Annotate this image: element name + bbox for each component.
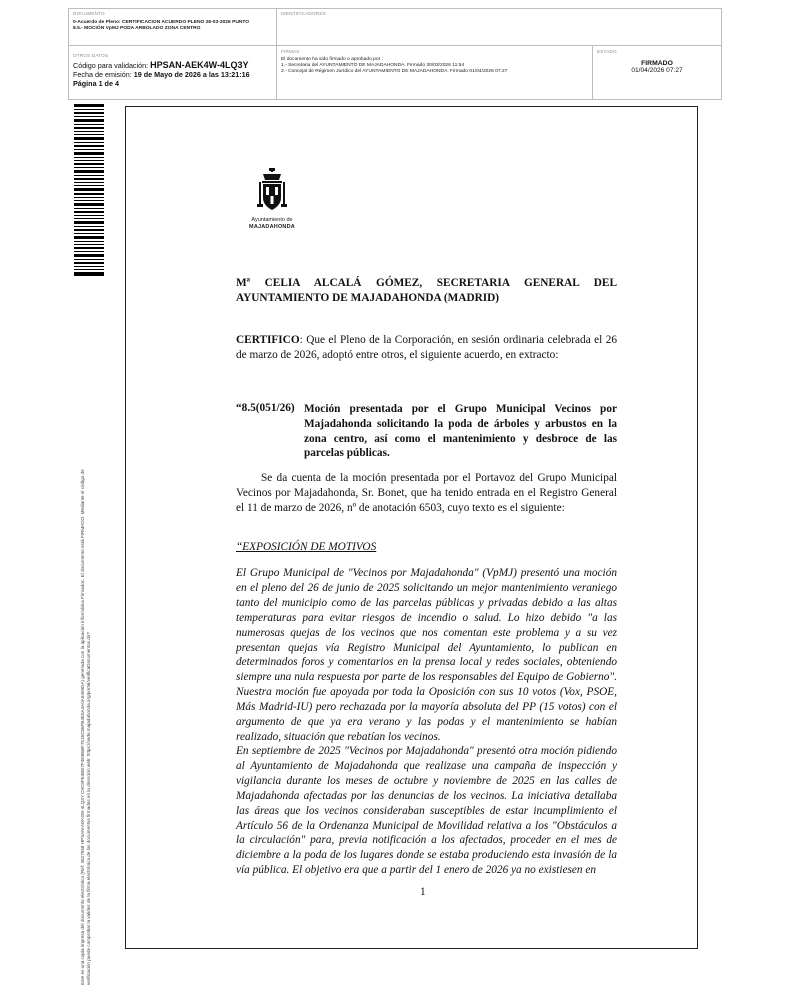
side-text-line: verificación puede comprobar la validez de la firma electrónica de los documentos firmados en la dirección web: https://sede.majadahonda.org/portal/verificaDocumentos.do?	[85, 632, 91, 985]
documento-line: 8.5.- MOCIÓN VpMJ PODA ARBOLADO ZONA CENTRO	[73, 26, 201, 31]
page-count: Página 1 de 4	[73, 79, 119, 88]
otros-datos-cell	[69, 51, 276, 90]
logo-line: MAJADAHONDA	[249, 224, 295, 230]
otros-datos-caption: OTROS DATOS	[73, 53, 109, 58]
verification-side-text	[80, 295, 91, 985]
firma-entry: 1.- Secretaria del AYUNTAMIENTO DE MAJADAHONDA. Firmado 30/03/2026 11:54	[281, 63, 465, 68]
side-text-line: Este es una copia impresa del documento electrónico (Ref: 4627558 HPSAN-AEK4W-4LQ3Y C9C9FE4BE7F4EB6BF7516C86FB4E5A4A0A5459DA) generada con la aplicación informática Firmadoc. El documento está FIRMADO. Mediante el código de	[80, 469, 85, 985]
exposicion-heading: “EXPOSICIÓN DE MOTIVOS	[236, 541, 377, 553]
logo-line: Ayuntamiento de	[251, 217, 293, 223]
body-paragraph: El Grupo Municipal de "Vecinos por Majadahonda" (VpMJ) presentó una moción en el pleno del 26 de junio de 2025 solicitando un mejor mantenimiento veraniego tanto del municipio como de las parcelas públicas y privadas debido a las altas temperaturas para evitar riesgos de incendio o salud. Lo hizo debido "a las numerosas quejas de los vecinos que nos comentan este problema y a su vez presentan quejas vía Registro Municipal del Ayuntamiento, lo publican en determinados foros y comentarios en la prensa local y redes sociales, obteniendo siempre una nula respuesta por parte de los responsables del Equipo de Gobierno". Nuestra moción fue apoyada por toda la Oposición con sus 10 votos (Vox, PSOE, Más Madrid-IU) pero rechazada por la mayoría absoluta del PP (15 votos) con el argumento de que ya era verano y las podas y el mantenimiento se habían realizado, situación que rebatían los vecinos.	[236, 567, 617, 743]
estado-caption: ESTADO	[597, 49, 617, 54]
estado-date: 01/04/2026 07:27	[631, 67, 683, 74]
firmas-caption: FIRMAS	[281, 49, 300, 54]
estado-value: FIRMADO	[641, 60, 673, 67]
certifico-text: : Que el Pleno de la Corporación, en sesión ordinaria celebrada el 26 de marzo de 2026, adoptó entre otros, el siguiente acuerdo, en extracto:	[236, 334, 617, 361]
issue-date-value: 19 de Mayo de 2026 a las 13:21:16	[133, 70, 250, 79]
town-crest-logo	[239, 168, 305, 216]
logo-name	[232, 217, 312, 231]
issue-date-label: Fecha de emisión:	[73, 70, 132, 79]
identificadores-caption: IDENTIFICADORES	[281, 11, 326, 16]
firmas-cell	[277, 47, 592, 77]
documento-caption: DOCUMENTO	[73, 11, 105, 16]
estado-cell	[593, 47, 721, 76]
body-paragraph: En septiembre de 2025 "Vecinos por Majadahonda" presentó otra moción pidiendo al Ayuntamiento de Majadahonda que realizase una campaña de inspección y vigilancia durante los meses de octubre y noviembre de 2025 en las calles de Majadahonda afectadas por las denuncias de los vecinos. La iniciativa detallaba las áreas que los vecinos consideraban susceptibles de estar incumplimiento el Artículo 56 de la Ordenanza Municipal de Movilidad relativa a los "Obstáculos a la circulación" para, previa notificación a los afectados, proceder en el mes de diciembre a la poda de los lugares donde se estaba produciendo esta invasión de la vía pública. El objetivo era que a partir del 1 enero de 2026 ya no existiesen en	[236, 745, 617, 877]
motion-number: “8.5(051/26)	[236, 402, 295, 414]
documento-line: 0-Acuerdo de Pleno: CERTIFICACION ACUERDO PLENO 26-03-2026 PUNTO	[73, 20, 250, 25]
validation-code-value[interactable]: HPSAN-AEK4W-4LQ3Y	[150, 60, 249, 70]
identificadores-cell	[277, 9, 717, 18]
page-number: 1	[420, 886, 426, 898]
firma-entry: 2.- Concejal de Régimen Jurídico del AYUNTAMIENTO DE MAJADAHONDA. Firmado 01/04/2026 07:27	[281, 69, 508, 74]
barcode	[74, 104, 104, 276]
firmas-intro: El documento ha sido firmado o aprobado por :	[281, 57, 383, 62]
issue-date-row	[73, 70, 272, 79]
intro-paragraph: Se da cuenta de la moción presentada por el Portavoz del Grupo Municipal Vecinos por Majadahonda, Sr. Bonet, que ha tenido entrada en el Registro General el 11 de marzo de 2026, nº de anotación 6503, cuyo texto es el siguiente:	[236, 472, 617, 514]
document-title: Mª CELIA ALCALÁ GÓMEZ, SECRETARIA GENERAL DEL AYUNTAMIENTO DE MAJADAHONDA (MADRID)	[236, 277, 617, 304]
motion-title: Moción presentada por el Grupo Municipal Vecinos por Majadahonda solicitando la poda de árboles y arbustos en la zona centro, así como el mantenimiento y desbroce de las parcelas públicas.	[304, 403, 617, 460]
documento-cell	[69, 9, 276, 34]
certifico-label: CERTIFICO	[236, 334, 300, 346]
certification-paragraph	[236, 333, 617, 363]
validation-code-row	[73, 61, 272, 70]
header-divider	[69, 45, 721, 46]
validation-code-label: Código para validación:	[73, 61, 149, 70]
document-header	[68, 8, 722, 100]
